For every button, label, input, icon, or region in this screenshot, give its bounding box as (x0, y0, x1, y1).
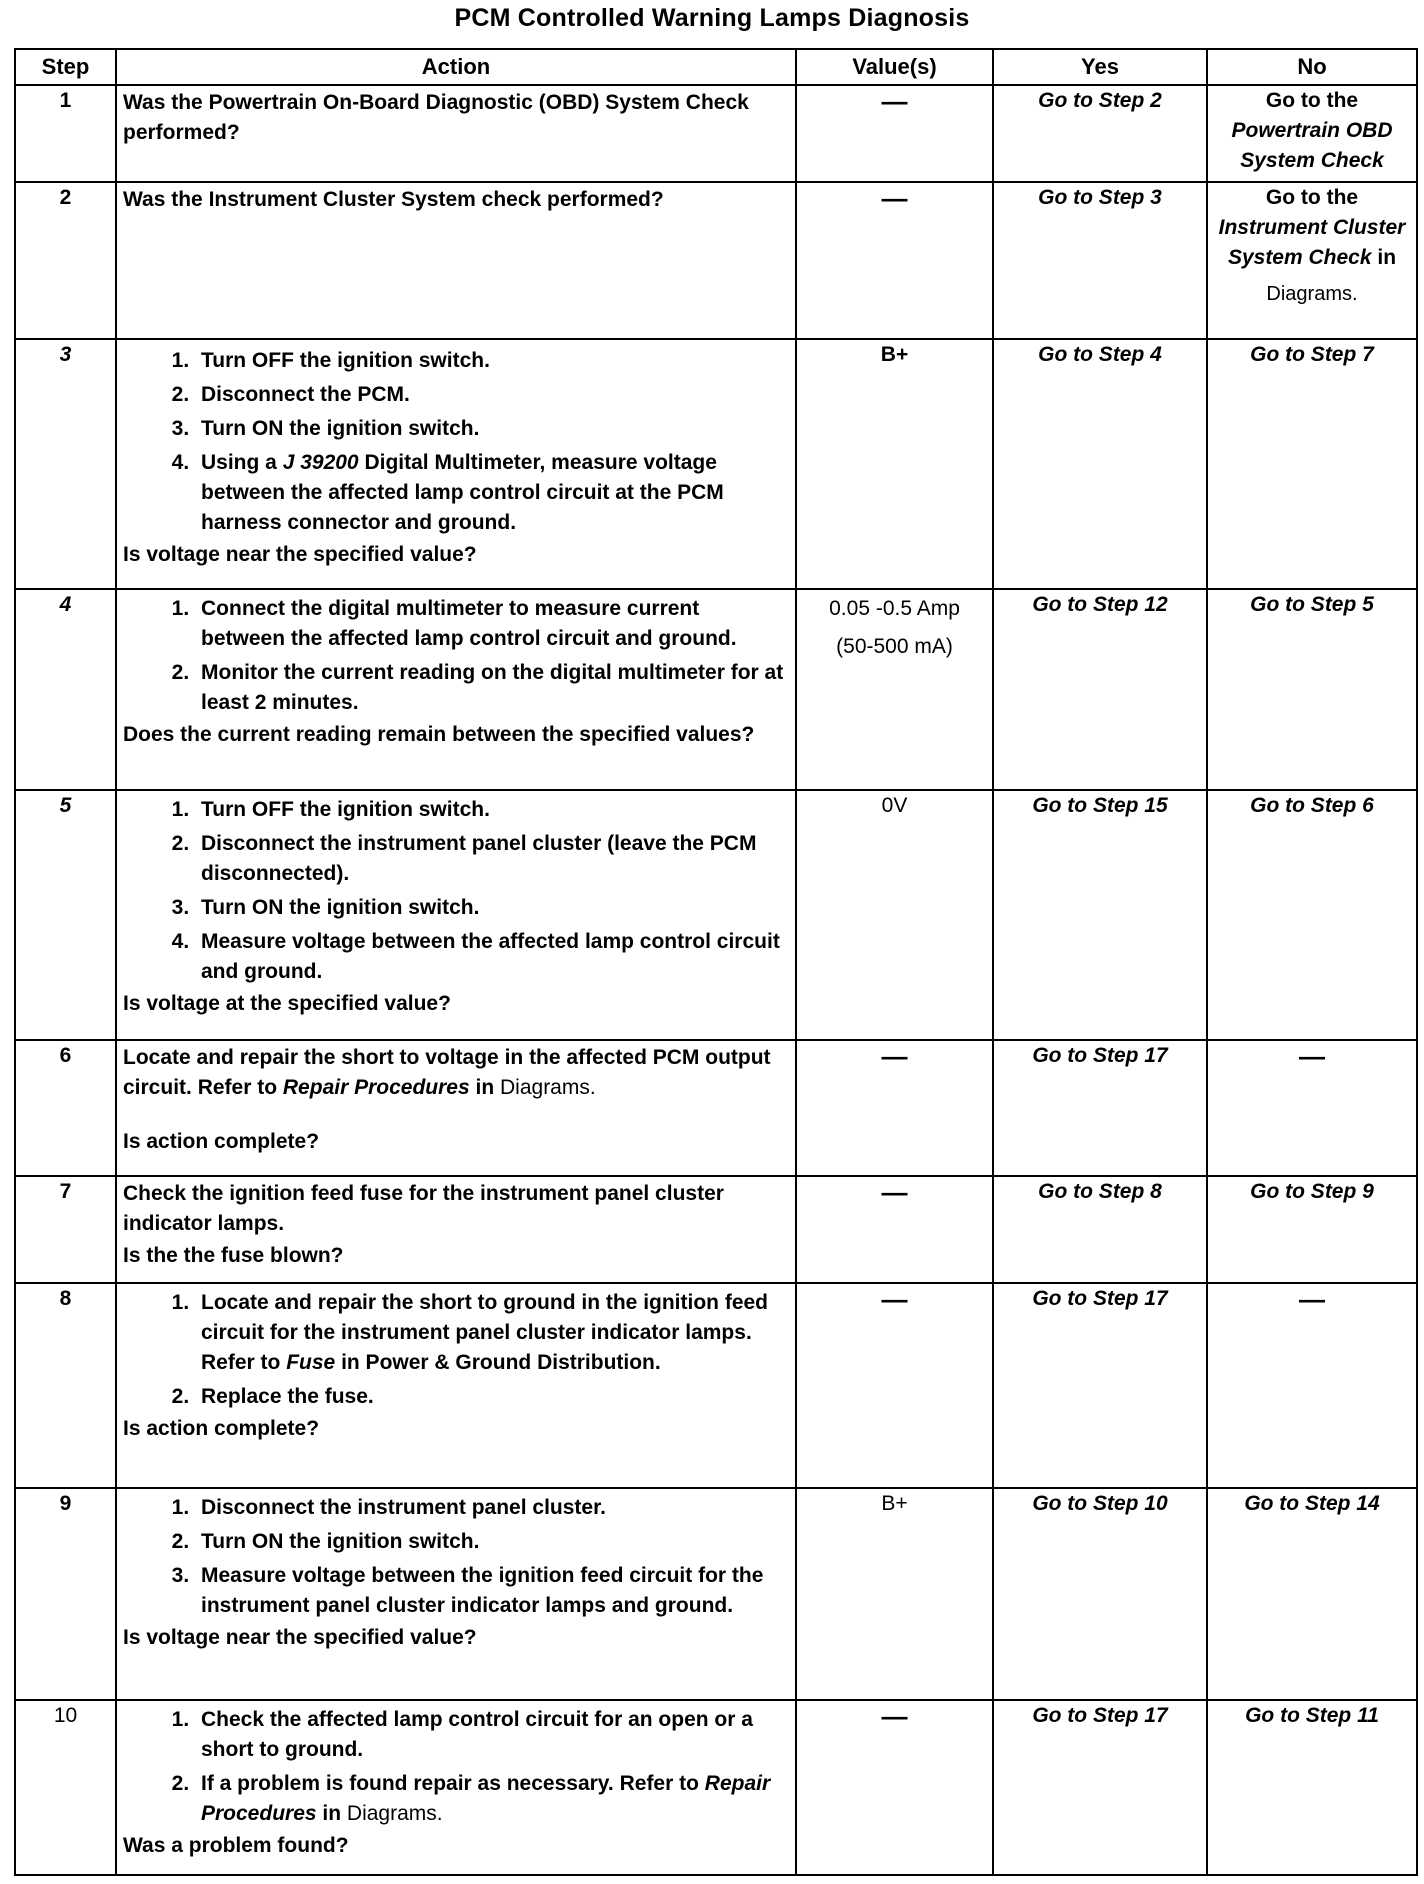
yes-cell (993, 1283, 1207, 1488)
no-cell (1207, 1283, 1417, 1488)
no-link[interactable]: Go to Step 9 (1250, 1180, 1374, 1203)
action-cell (116, 1176, 796, 1283)
yes-link[interactable]: Go to Step 2 (1038, 89, 1162, 112)
value-text: — (881, 1701, 908, 1731)
table-row (15, 339, 1417, 589)
value-text: — (881, 1177, 908, 1207)
yes-cell (993, 790, 1207, 1040)
yes-cell (993, 1488, 1207, 1700)
action-list (123, 1493, 789, 1621)
table-row (15, 790, 1417, 1040)
no-text: Go to the (1265, 89, 1359, 112)
value-cell (796, 1488, 993, 1700)
no-link[interactable]: Instrument Cluster System Check (1218, 216, 1406, 269)
value-cell (796, 1040, 993, 1176)
question-text: Is voltage near the specified value? (123, 1626, 477, 1649)
value-cell (796, 182, 993, 339)
reference-link[interactable]: Fuse (286, 1351, 336, 1374)
diagnosis-table (14, 48, 1418, 1876)
action-cell (116, 182, 796, 339)
question-text: Does the current reading remain between the specified values? (123, 723, 755, 746)
action-list (123, 795, 789, 987)
action-item-text: in (322, 1802, 342, 1825)
no-cell (1207, 1176, 1417, 1283)
no-link[interactable]: Go to Step 6 (1250, 794, 1374, 817)
no-text: — (1299, 1041, 1325, 1071)
step-number: 5 (15, 790, 116, 1040)
action-item: 4. Measure voltage between the affected lamp control circuit and ground. (195, 927, 789, 987)
yes-cell (993, 589, 1207, 790)
no-text: — (1299, 1284, 1325, 1314)
no-link[interactable]: Go to Step 5 (1250, 593, 1374, 616)
page-title: PCM Controlled Warning Lamps Diagnosis (454, 4, 970, 32)
no-link[interactable]: Go to Step 14 (1244, 1492, 1380, 1515)
action-item (195, 448, 789, 538)
action-cell (116, 85, 796, 182)
action-item: 3. Turn ON the ignition switch. (195, 893, 789, 923)
yes-cell (993, 1040, 1207, 1176)
no-link[interactable]: Go to Step 7 (1250, 343, 1374, 366)
action-item: 1. Turn OFF the ignition switch. (195, 795, 789, 825)
action-list (123, 346, 789, 538)
action-cell (116, 1040, 796, 1176)
action-item: 2. Monitor the current reading on the digital multimeter for at least 2 minutes. (195, 658, 789, 718)
action-item: 3. Measure voltage between the ignition feed circuit for the instrument panel cluster indicator lamps and ground. (195, 1561, 789, 1621)
no-cell (1207, 790, 1417, 1040)
value-text: 0V (881, 794, 908, 817)
action-cell (116, 1488, 796, 1700)
yes-link[interactable]: Go to Step 15 (1032, 794, 1168, 817)
value-cell (796, 1283, 993, 1488)
no-link[interactable]: Powertrain OBD System Check (1231, 119, 1393, 172)
action-list (123, 1705, 789, 1829)
yes-link[interactable]: Go to Step 3 (1038, 186, 1162, 209)
no-text: in (1377, 246, 1397, 269)
step-number: 10 (15, 1700, 116, 1875)
no-text: Diagrams. (1266, 283, 1358, 305)
value-text: 0.05 -0.5 Amp (829, 597, 960, 620)
value-text: B+ (880, 343, 909, 366)
action-item: 1. Turn OFF the ignition switch. (195, 346, 789, 376)
no-cell (1207, 1040, 1417, 1176)
action-item: 1. Connect the digital multimeter to measure current between the affected lamp control circuit and ground. (195, 594, 789, 654)
table-row (15, 1488, 1417, 1700)
value-cell (796, 1176, 993, 1283)
value-text: — (881, 86, 908, 116)
action-item: 2. Disconnect the instrument panel cluster (leave the PCM disconnected). (195, 829, 789, 889)
question-text: Is voltage near the specified value? (123, 543, 477, 566)
action-text: Was the Powertrain On-Board Diagnostic (OBD) System Check performed? (123, 91, 749, 144)
step-number: 7 (15, 1176, 116, 1283)
action-item-text: Digital Multimeter, measure voltage between the affected lamp control circuit at the PCM harness connector and ground. (201, 451, 724, 534)
no-cell (1207, 339, 1417, 589)
value-text: (50-500 mA) (836, 635, 953, 658)
no-cell (1207, 589, 1417, 790)
step-number: 3 (15, 339, 116, 589)
value-text: — (881, 1284, 908, 1314)
action-text (123, 1043, 789, 1103)
value-text: — (881, 1041, 908, 1071)
action-cell (116, 790, 796, 1040)
yes-cell (993, 1176, 1207, 1283)
yes-link[interactable]: Go to Step 17 (1032, 1287, 1168, 1310)
step-number: 2 (15, 182, 116, 339)
no-cell (1207, 85, 1417, 182)
action-item-text: If a problem is found repair as necessary. Refer to (201, 1772, 699, 1795)
yes-link[interactable]: Go to Step 17 (1032, 1704, 1168, 1727)
question-text: Is the the fuse blown? (123, 1244, 344, 1267)
header-yes: Yes (993, 49, 1207, 85)
step-number: 9 (15, 1488, 116, 1700)
table-row (15, 182, 1417, 339)
yes-cell (993, 182, 1207, 339)
question-text: Was a problem found? (123, 1834, 349, 1857)
yes-cell (993, 1700, 1207, 1875)
yes-cell (993, 339, 1207, 589)
action-item-text: in Power & Ground Distribution. (341, 1351, 661, 1374)
reference-link[interactable]: Repair Procedures (282, 1076, 470, 1099)
header-no: No (1207, 49, 1417, 85)
action-cell (116, 1283, 796, 1488)
value-cell (796, 1700, 993, 1875)
header-action: Action (116, 49, 796, 85)
no-cell (1207, 182, 1417, 339)
question-text: Is action complete? (123, 1417, 320, 1440)
table-row (15, 1700, 1417, 1875)
value-text: B+ (881, 1492, 908, 1515)
action-item: 3. Turn ON the ignition switch. (195, 414, 789, 444)
value-cell (796, 339, 993, 589)
action-item (195, 1288, 789, 1378)
action-item: 2. Turn ON the ignition switch. (195, 1527, 789, 1557)
no-cell (1207, 1700, 1417, 1875)
action-text-part: Locate and repair the short to voltage in the affected PCM output circuit. Refer to (123, 1046, 771, 1099)
action-text-part: Diagrams. (500, 1076, 596, 1099)
action-item: 1. Check the affected lamp control circuit for an open or a short to ground. (195, 1705, 789, 1765)
header-values: Value(s) (796, 49, 993, 85)
action-item-text: Using a (201, 451, 277, 474)
table-row (15, 85, 1417, 182)
action-item: 2. Replace the fuse. (195, 1382, 789, 1412)
value-cell (796, 85, 993, 182)
yes-cell (993, 85, 1207, 182)
table-row (15, 589, 1417, 790)
action-item-text: Diagrams. (346, 1802, 443, 1825)
header-step: Step (15, 49, 116, 85)
question-text: Is voltage at the specified value? (123, 992, 451, 1015)
header-row (15, 49, 1417, 85)
value-cell (796, 790, 993, 1040)
question-text: Is action complete? (123, 1130, 320, 1153)
step-number: 6 (15, 1040, 116, 1176)
action-item: 1. Disconnect the instrument panel cluster. (195, 1493, 789, 1523)
yes-link[interactable]: Go to Step 17 (1032, 1044, 1168, 1067)
value-text: — (881, 183, 908, 213)
step-number: 1 (15, 85, 116, 182)
action-list (123, 1288, 789, 1412)
reference-link[interactable]: Repair Procedures (201, 1772, 771, 1825)
no-text: Go to the (1265, 186, 1359, 209)
no-link[interactable]: Go to Step 11 (1245, 1704, 1379, 1727)
step-number: 4 (15, 589, 116, 790)
yes-link[interactable]: Go to Step 8 (1038, 1180, 1162, 1203)
action-text: Check the ignition feed fuse for the instrument panel cluster indicator lamps. (123, 1182, 724, 1235)
action-cell (116, 1700, 796, 1875)
value-cell (796, 589, 993, 790)
action-cell (116, 589, 796, 790)
action-text: Was the Instrument Cluster System check performed? (123, 188, 664, 211)
table-row (15, 1040, 1417, 1176)
action-cell (116, 339, 796, 589)
action-text-part: in (475, 1076, 495, 1099)
yes-link[interactable]: Go to Step 12 (1032, 593, 1168, 616)
action-item: 2. Disconnect the PCM. (195, 380, 789, 410)
tool-reference: J 39200 (282, 451, 359, 474)
no-cell (1207, 1488, 1417, 1700)
action-item (195, 1769, 789, 1829)
action-item-text: Locate and repair the short to ground in the ignition feed circuit for the instrument panel cluster indicator lamps. Refer to (201, 1291, 769, 1374)
yes-link[interactable]: Go to Step 4 (1038, 343, 1162, 366)
action-list (123, 594, 789, 718)
step-number: 8 (15, 1283, 116, 1488)
table-row (15, 1176, 1417, 1283)
table-row (15, 1283, 1417, 1488)
yes-link[interactable]: Go to Step 10 (1032, 1492, 1168, 1515)
